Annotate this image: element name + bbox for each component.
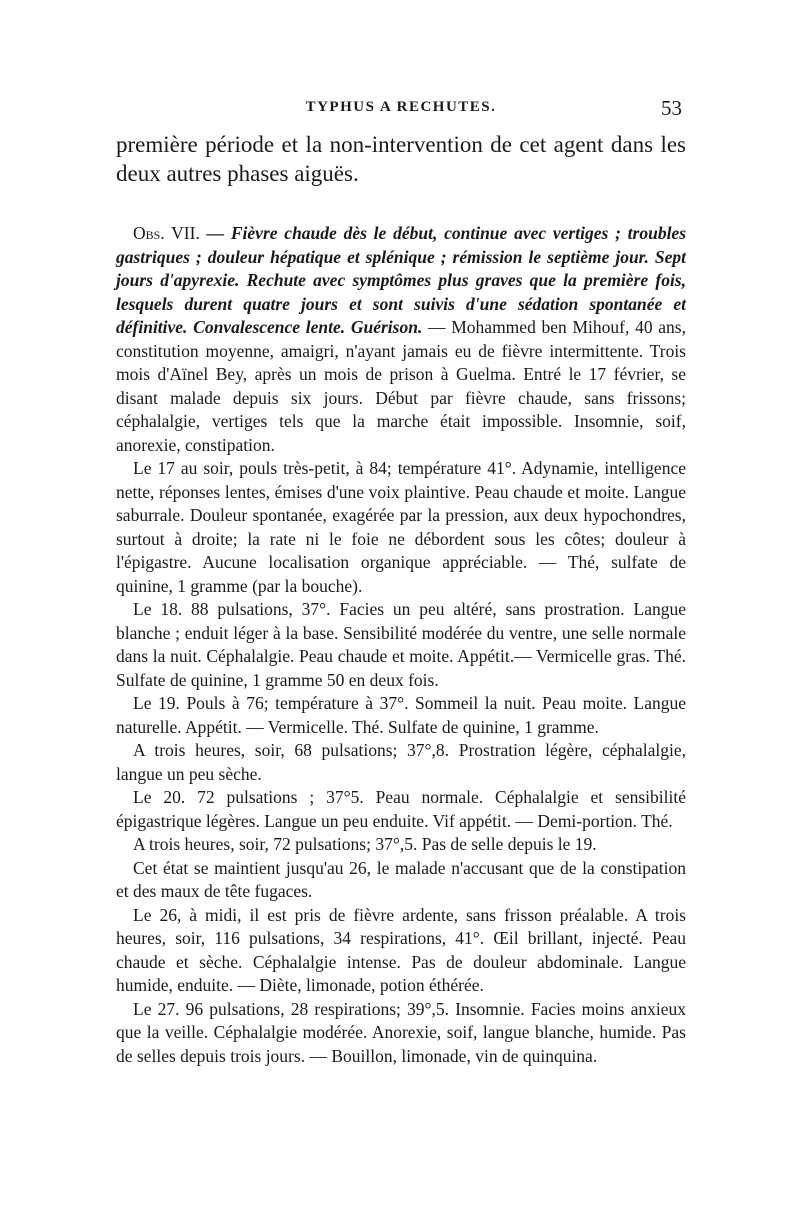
- page-number: 53: [661, 96, 682, 120]
- paragraph: A trois heures, soir, 68 pulsations; 37°,8. Prostration légère, céphalalgie, langue un peu sèche.: [116, 740, 686, 784]
- paragraph: A trois heures, soir, 72 pulsations; 37°,5. Pas de selle depuis le 19.: [133, 834, 597, 854]
- paragraph: Le 19. Pouls à 76; température à 37°. Sommeil la nuit. Peau moite. Langue naturelle. Appétit. — Vermicelle. Thé. Sulfate de quinine, 1 gramme.: [116, 693, 686, 737]
- book-page: [116, 96, 686, 1068]
- intro-paragraph: première période et la non-intervention de cet agent dans les deux autres phases aiguës.: [116, 132, 686, 186]
- observation-text: [116, 222, 686, 1068]
- observation-heading-paragraph: [116, 222, 686, 457]
- paragraph: Le 20. 72 pulsations ; 37°5. Peau normale. Céphalalgie et sensibilité épigastrique légères. Langue un peu enduite. Vif appétit. — Demi-portion. Thé.: [116, 787, 686, 831]
- observation-opening: — Mohammed ben Mihouf, 40 ans, constitution moyenne, amaigri, n'ayant jamais eu de fièvre intermittente. Trois mois d'Aïnel Bey, après un mois de prison à Guelma. Entré le 17 février, se disant malade depuis six jours. Début par fièvre chaude, sans frissons; céphalalgie, vertiges tels que la marche était impossible. Insomnie, soif, anorexie, constipation.: [116, 317, 686, 455]
- running-head: [116, 96, 686, 120]
- paragraph: Cet état se maintient jusqu'au 26, le malade n'accusant que de la constipation et des maux de tête fugaces.: [116, 857, 686, 901]
- observation-summary: — Fièvre chaude dès le début, continue avec vertiges ; troubles gastriques ; douleur hépatique et splénique ; rémission le septième jour. Sept jours d'apyrexie. Rechute avec symptômes plus graves que la première fois, lesquels durent quatre jours et sont suivis d'une sédation spontanée et définitive. Convalescence lente. Guérison.: [116, 223, 687, 337]
- paragraph: Le 18. 88 pulsations, 37°. Facies un peu altéré, sans prostration. Langue blanche ; enduit léger à la base. Sensibilité modérée du ventre, une selle normale dans la nuit. Céphalalgie. Peau chaude et moite. Appétit.— Vermicelle gras. Thé. Sulfate de quinine, 1 gramme 50 en deux fois.: [116, 599, 686, 690]
- paragraph: Le 26, à midi, il est pris de fièvre ardente, sans frisson préalable. A trois heures, soir, 116 pulsations, 34 respirations, 41°. Œil brillant, injecté. Peau chaude et sèche. Céphalalgie intense. Pas de douleur abdominale. Langue humide, enduite. — Diète, limonade, potion éthérée.: [116, 904, 686, 995]
- running-title: TYPHUS A RECHUTES.: [305, 99, 497, 115]
- paragraph: Le 27. 96 pulsations, 28 respirations; 39°,5. Insomnie. Facies moins anxieux que la veille. Céphalalgie modérée. Anorexie, soif, langue blanche, humide. Pas de selles depuis trois jours. — Bouillon, limonade, vin de quinquina.: [116, 998, 686, 1066]
- paragraph: Le 17 au soir, pouls très-petit, à 84; température 41°. Adynamie, intelligence nette, réponses lentes, émises d'une voix plaintive. Peau chaude et moite. Langue saburrale. Douleur spontanée, exagérée par la pression, aux deux hypochondres, surtout à droite; la rate ni le foie ne débordent sous les côtes; douleur à l'épigastre. Aucune localisation organique appréciable. — Thé, sulfate de quinine, 1 gramme (par la bouche).: [116, 458, 686, 596]
- observation-label: Obs. VII.: [133, 223, 200, 243]
